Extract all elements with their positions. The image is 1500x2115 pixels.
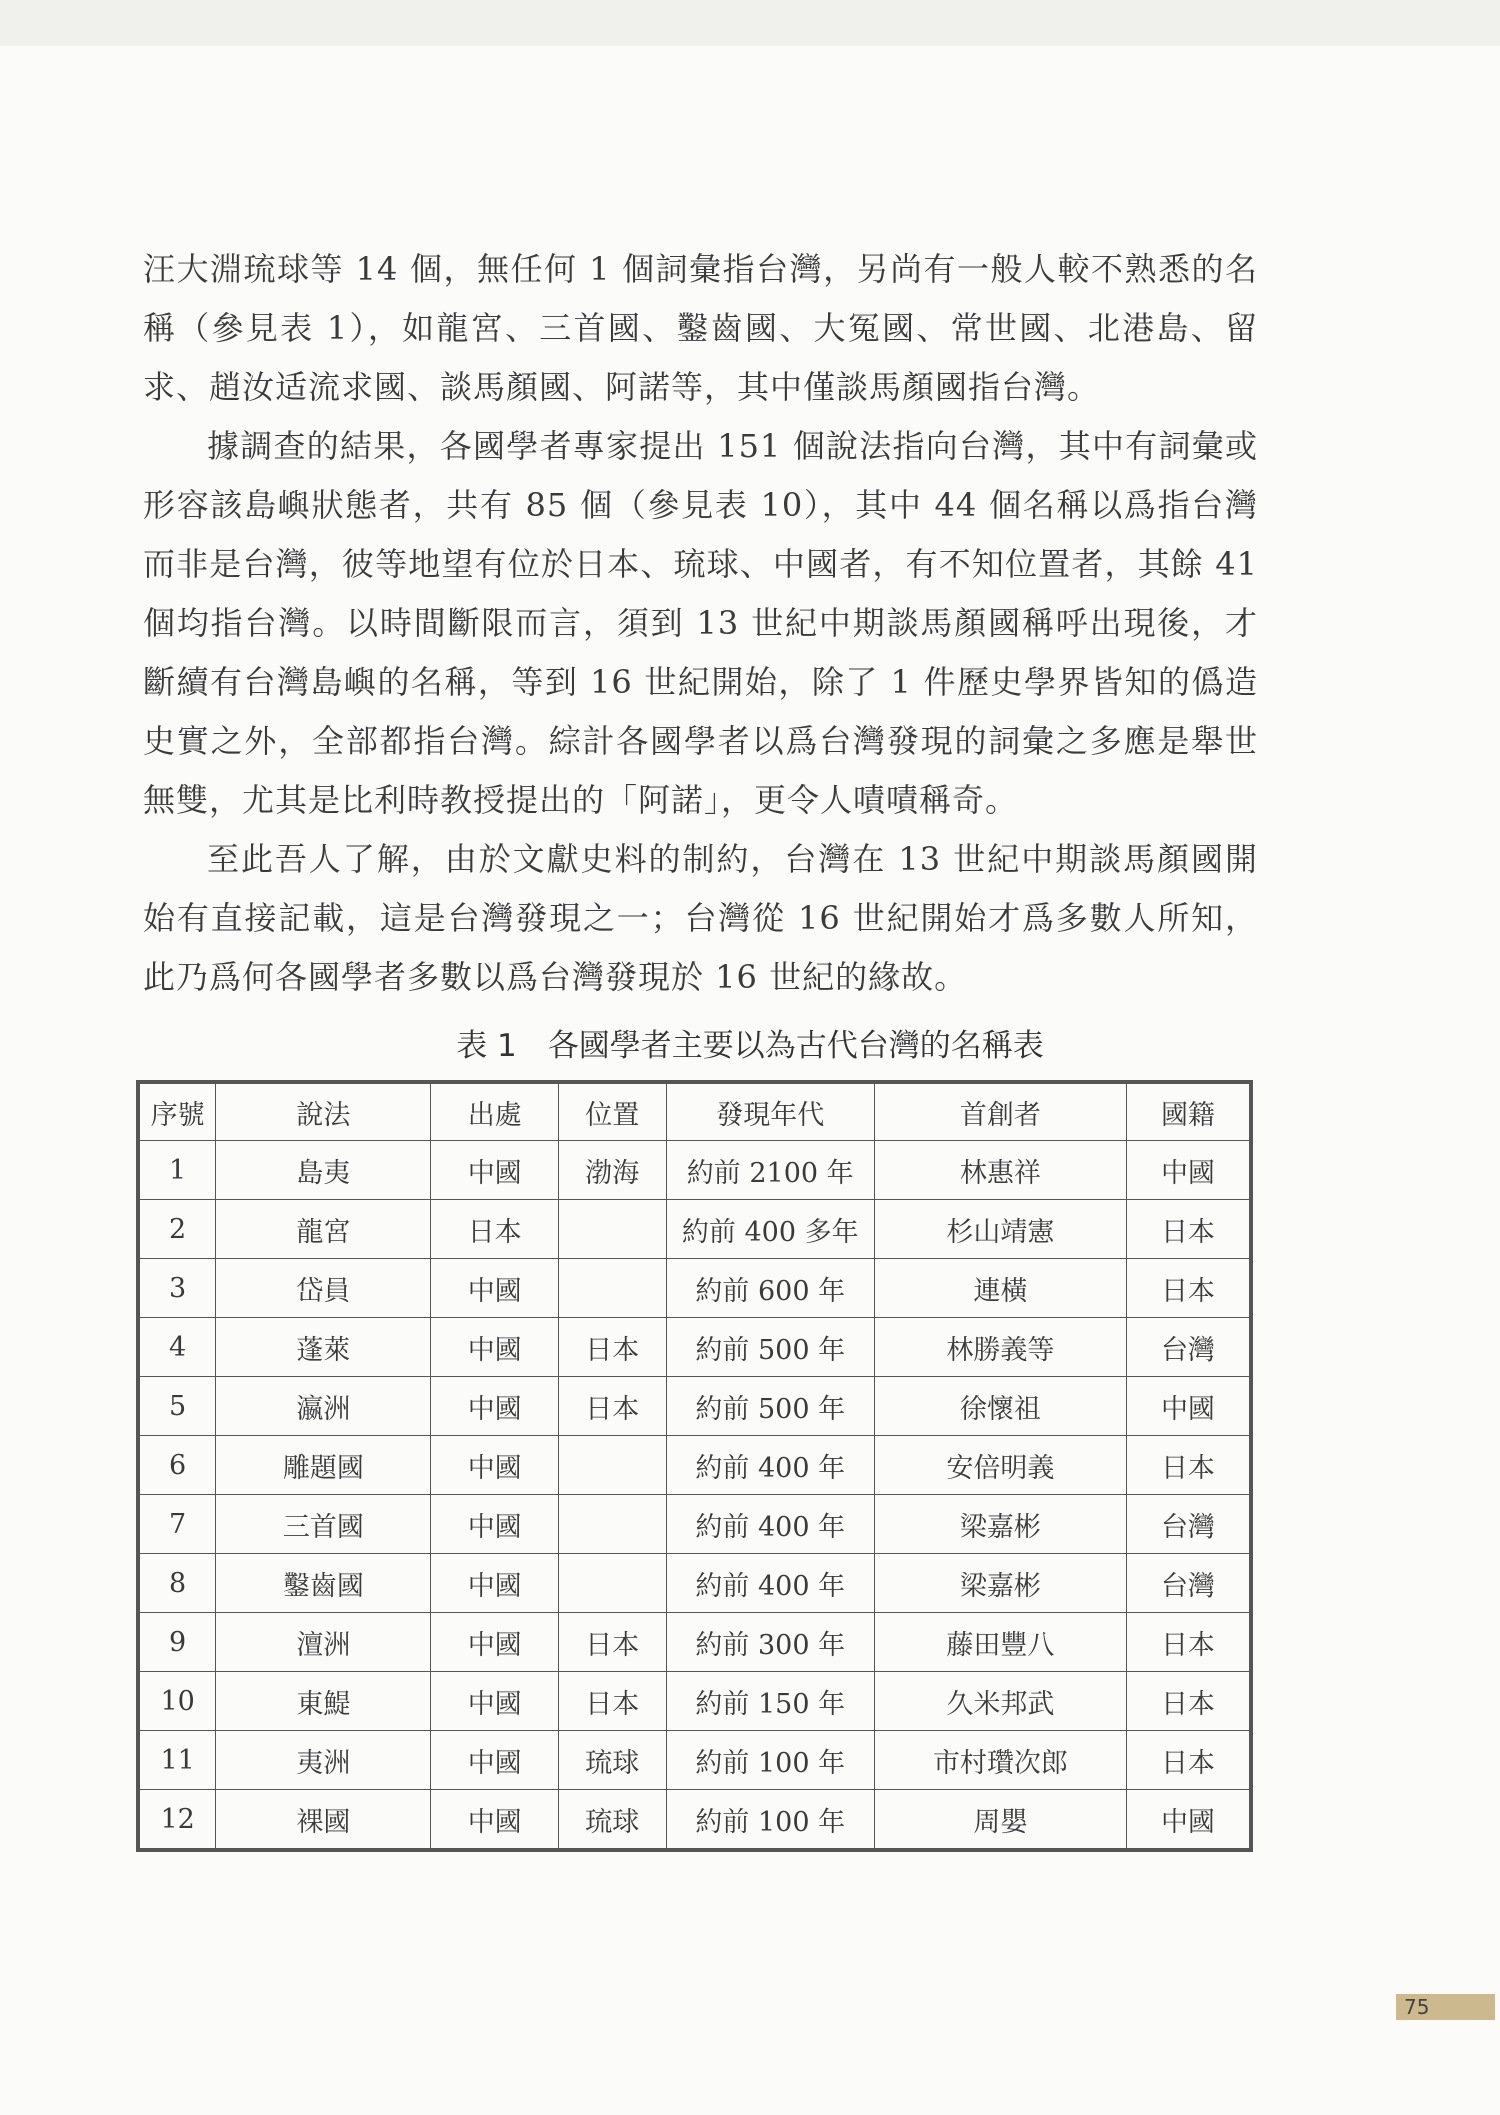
column-header-location: 位置: [558, 1082, 666, 1141]
cell-era: 約前 100 年: [666, 1731, 874, 1790]
column-header-source: 出處: [431, 1082, 559, 1141]
cell-source: 中國: [431, 1790, 559, 1851]
cell-term: 瀛洲: [216, 1377, 431, 1436]
cell-term: 岱員: [216, 1259, 431, 1318]
column-header-nationality: 國籍: [1126, 1082, 1251, 1141]
table-row: [138, 1731, 1251, 1790]
table-row: [138, 1318, 1251, 1377]
cell-era: 約前 600 年: [666, 1259, 874, 1318]
cell-era: 約前 400 年: [666, 1495, 874, 1554]
column-header-originator: 首創者: [874, 1082, 1126, 1141]
cell-era: 約前 400 年: [666, 1436, 874, 1495]
cell-location: 日本: [558, 1672, 666, 1731]
cell-era: 約前 500 年: [666, 1318, 874, 1377]
column-header-term: 說法: [216, 1082, 431, 1141]
table-row: [138, 1259, 1251, 1318]
cell-originator: 市村瓚次郎: [874, 1731, 1126, 1790]
cell-index: 2: [138, 1200, 216, 1259]
cell-era: 約前 100 年: [666, 1790, 874, 1851]
table-row: [138, 1672, 1251, 1731]
cell-term: 澶洲: [216, 1613, 431, 1672]
cell-term: 龍宮: [216, 1200, 431, 1259]
table-header-row: [138, 1082, 1251, 1141]
cell-originator: 徐懷祖: [874, 1377, 1126, 1436]
cell-index: 1: [138, 1141, 216, 1200]
cell-term: 島夷: [216, 1141, 431, 1200]
column-header-index: 序號: [138, 1082, 216, 1141]
cell-index: 6: [138, 1436, 216, 1495]
scan-top-band: [0, 0, 1500, 46]
cell-nationality: 中國: [1126, 1141, 1251, 1200]
cell-originator: 林勝義等: [874, 1318, 1126, 1377]
cell-source: 中國: [431, 1318, 559, 1377]
table-row: [138, 1377, 1251, 1436]
cell-era: 約前 300 年: [666, 1613, 874, 1672]
table-caption: 表 1 各國學者主要以為古代台灣的名稱表: [456, 1028, 1044, 1064]
cell-nationality: 日本: [1126, 1672, 1251, 1731]
cell-source: 日本: [431, 1200, 559, 1259]
table-row: [138, 1141, 1251, 1200]
cell-nationality: 日本: [1126, 1259, 1251, 1318]
cell-index: 5: [138, 1377, 216, 1436]
cell-originator: 梁嘉彬: [874, 1554, 1126, 1613]
column-header-era: 發現年代: [666, 1082, 874, 1141]
cell-source: 中國: [431, 1259, 559, 1318]
names-table: [136, 1080, 1253, 1852]
cell-source: 中國: [431, 1613, 559, 1672]
table-row: [138, 1613, 1251, 1672]
cell-era: 約前 150 年: [666, 1672, 874, 1731]
cell-term: 蓬萊: [216, 1318, 431, 1377]
cell-location: [558, 1200, 666, 1259]
cell-nationality: 日本: [1126, 1731, 1251, 1790]
cell-location: [558, 1436, 666, 1495]
cell-index: 7: [138, 1495, 216, 1554]
cell-location: [558, 1495, 666, 1554]
cell-era: 約前 400 年: [666, 1554, 874, 1613]
cell-source: 中國: [431, 1436, 559, 1495]
paragraph-2: 據調查的結果，各國學者專家提出 151 個說法指向台灣，其中有詞彙或形容該島嶼狀態者，共有 85 個（參見表 10），其中 44 個名稱以爲指台灣而非是台灣，彼等地望有位於日本、琉球、中國者，有不知位置者，其餘 41 個均指台灣。以時間斷限而言，須到 13 世紀中期談馬顏國稱呼出現後，才斷續有台灣島嶼的名稱，等到 16 世紀開始，除了 1 件歷史學界皆知的僞造史實之外，全部都指台灣。綜計各國學者以爲台灣發現的詞彙之多應是舉世無雙，尤其是比利時教授提出的「阿諾」，更令人嘖嘖稱奇。: [143, 427, 1258, 819]
cell-location: 琉球: [558, 1790, 666, 1851]
table-row: [138, 1554, 1251, 1613]
cell-originator: 藤田豐八: [874, 1613, 1126, 1672]
cell-location: [558, 1259, 666, 1318]
cell-term: 雕題國: [216, 1436, 431, 1495]
cell-era: 約前 400 多年: [666, 1200, 874, 1259]
cell-index: 10: [138, 1672, 216, 1731]
table-row: [138, 1436, 1251, 1495]
table-row: [138, 1790, 1251, 1851]
cell-location: 日本: [558, 1377, 666, 1436]
cell-era: 約前 2100 年: [666, 1141, 874, 1200]
cell-term: 東鯷: [216, 1672, 431, 1731]
cell-source: 中國: [431, 1731, 559, 1790]
cell-index: 11: [138, 1731, 216, 1790]
cell-location: 渤海: [558, 1141, 666, 1200]
cell-source: 中國: [431, 1672, 559, 1731]
cell-nationality: 台灣: [1126, 1554, 1251, 1613]
page-number: 75: [1396, 1994, 1495, 2020]
cell-term: 鑿齒國: [216, 1554, 431, 1613]
cell-nationality: 日本: [1126, 1200, 1251, 1259]
paragraph-1: 汪大淵琉球等 14 個，無任何 1 個詞彙指台灣，另尚有一般人較不熟悉的名稱（參見表 1），如龍宮、三首國、鑿齒國、大冤國、常世國、北港島、留求、趙汝适流求國、談馬顏國、阿諾等，其中僅談馬顏國指台灣。: [143, 250, 1258, 406]
cell-term: 裸國: [216, 1790, 431, 1851]
cell-source: 中國: [431, 1554, 559, 1613]
cell-era: 約前 500 年: [666, 1377, 874, 1436]
cell-source: 中國: [431, 1377, 559, 1436]
cell-term: 夷洲: [216, 1731, 431, 1790]
cell-originator: 杉山靖憲: [874, 1200, 1126, 1259]
cell-index: 4: [138, 1318, 216, 1377]
cell-term: 三首國: [216, 1495, 431, 1554]
cell-nationality: 台灣: [1126, 1318, 1251, 1377]
cell-index: 3: [138, 1259, 216, 1318]
cell-originator: 連橫: [874, 1259, 1126, 1318]
cell-index: 9: [138, 1613, 216, 1672]
cell-location: 日本: [558, 1318, 666, 1377]
cell-source: 中國: [431, 1495, 559, 1554]
body-text: [143, 240, 1258, 1007]
cell-location: 日本: [558, 1613, 666, 1672]
cell-nationality: 日本: [1126, 1613, 1251, 1672]
cell-source: 中國: [431, 1141, 559, 1200]
cell-nationality: 中國: [1126, 1790, 1251, 1851]
table-row: [138, 1495, 1251, 1554]
cell-nationality: 日本: [1126, 1436, 1251, 1495]
cell-index: 8: [138, 1554, 216, 1613]
table-row: [138, 1200, 1251, 1259]
cell-originator: 久米邦武: [874, 1672, 1126, 1731]
cell-nationality: 台灣: [1126, 1495, 1251, 1554]
cell-location: 琉球: [558, 1731, 666, 1790]
cell-originator: 林惠祥: [874, 1141, 1126, 1200]
cell-nationality: 中國: [1126, 1377, 1251, 1436]
cell-location: [558, 1554, 666, 1613]
cell-originator: 安倍明義: [874, 1436, 1126, 1495]
cell-index: 12: [138, 1790, 216, 1851]
cell-originator: 周嬰: [874, 1790, 1126, 1851]
cell-originator: 梁嘉彬: [874, 1495, 1126, 1554]
paragraph-3: 至此吾人了解，由於文獻史料的制約，台灣在 13 世紀中期談馬顏國開始有直接記載，這是台灣發現之一；台灣從 16 世紀開始才爲多數人所知，此乃爲何各國學者多數以爲台灣發現於 16 世紀的緣故。: [143, 840, 1258, 996]
